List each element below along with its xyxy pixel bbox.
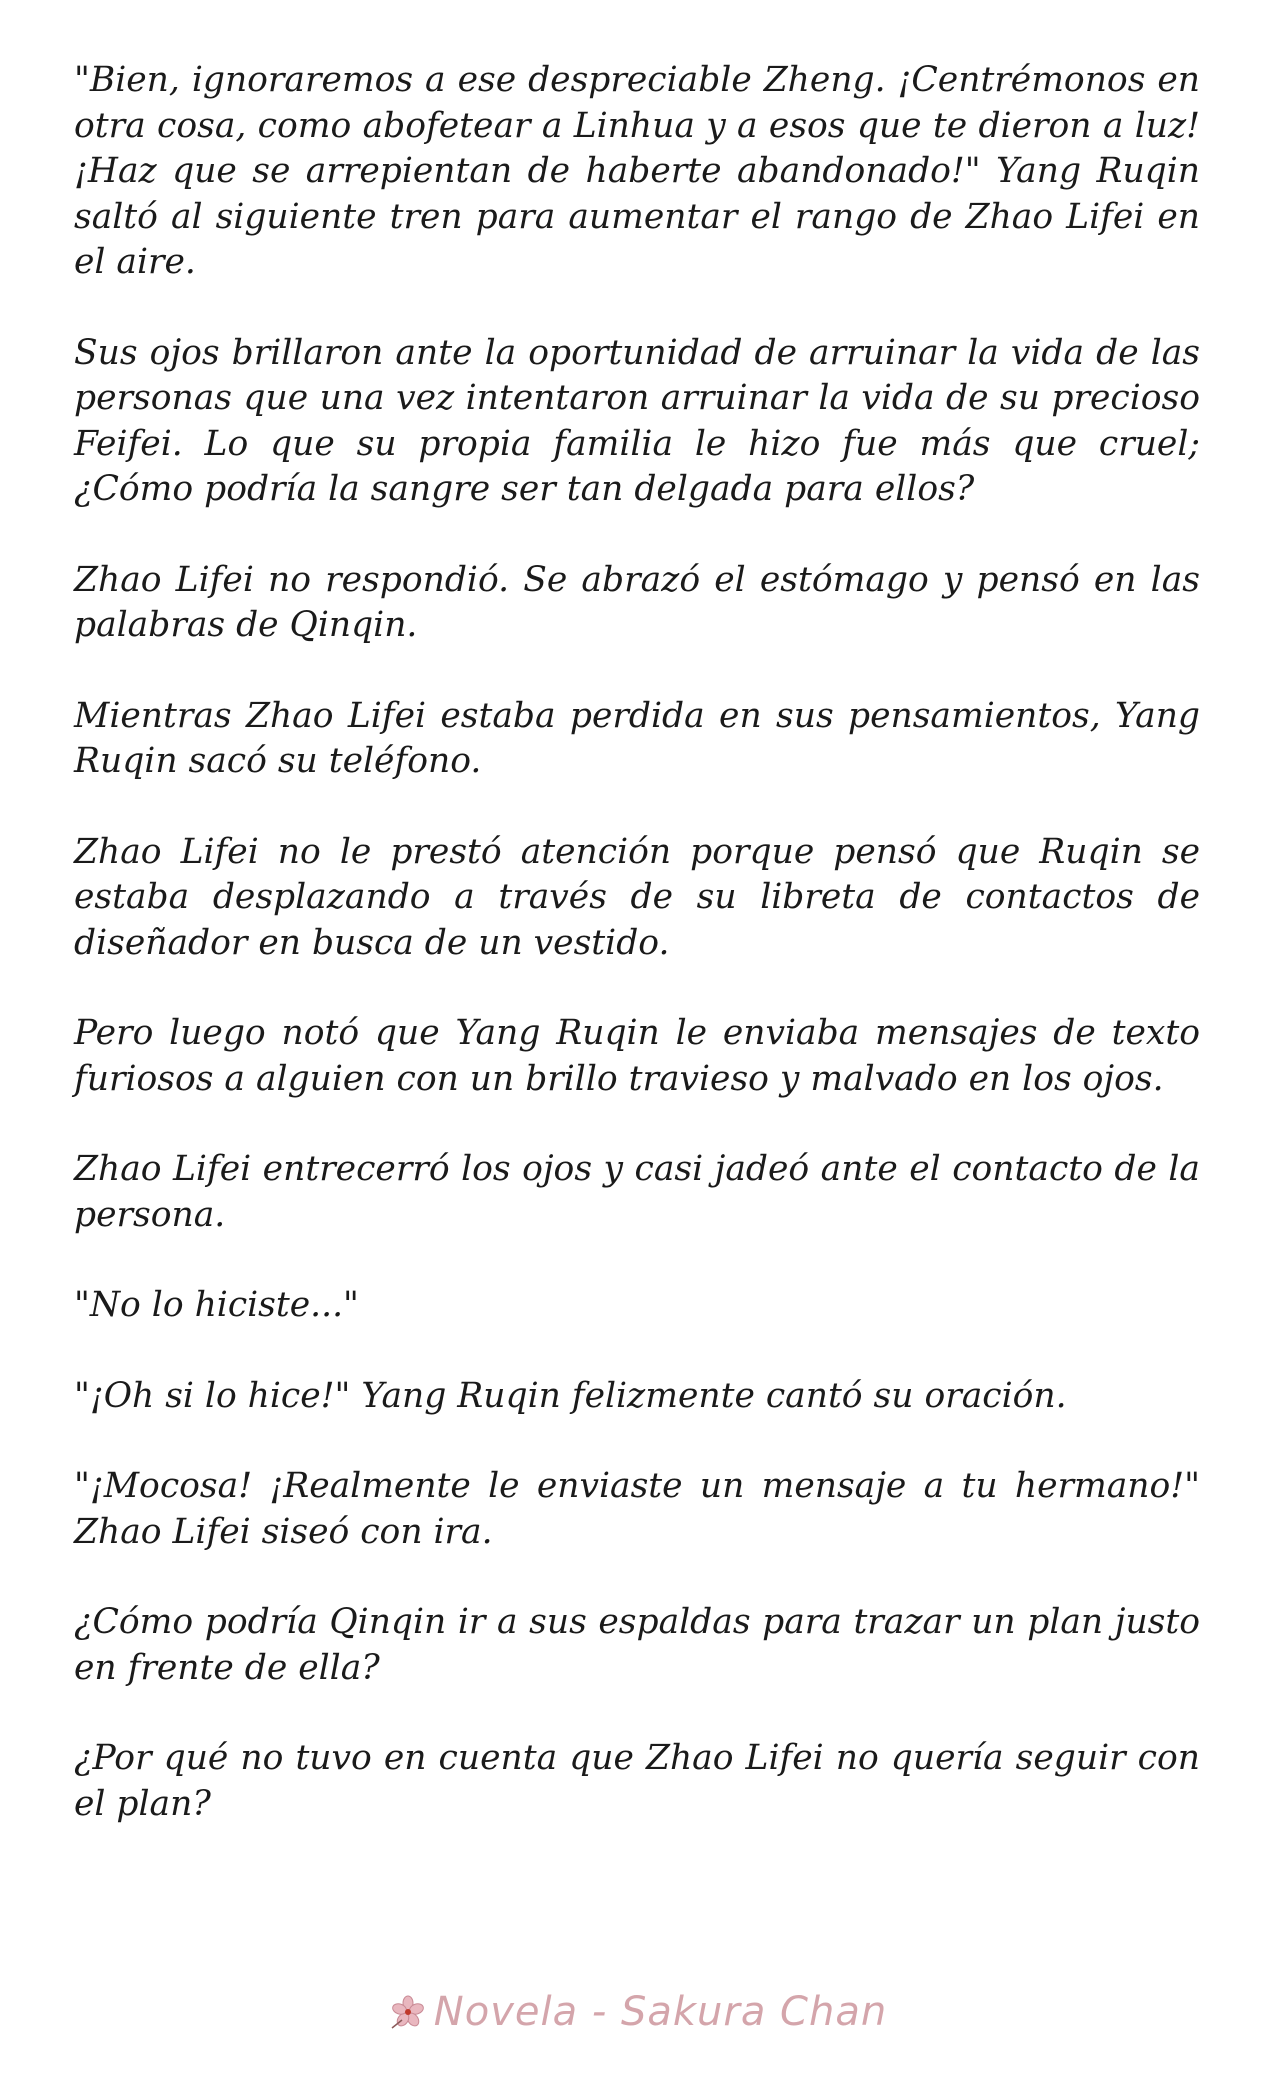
paragraph: Zhao Lifei entrecerró los ojos y casi jadeó ante el contacto de la persona. — [74, 1149, 1200, 1235]
paragraph: Pero luego notó que Yang Ruqin le enviaba mensajes de texto furiosos a alguien con un brillo travieso y malvado en los ojos. — [74, 1013, 1200, 1099]
paragraph: "¡Mocosa! ¡Realmente le enviaste un mensaje a tu hermano!" Zhao Lifei siseó con ira. — [74, 1466, 1200, 1552]
paragraph: Mientras Zhao Lifei estaba perdida en sus pensamientos, Yang Ruqin sacó su teléfono. — [74, 695, 1200, 781]
paragraph: Sus ojos brillaron ante la oportunidad de arruinar la vida de las personas que una vez intentaron arruinar la vida de su precioso Feifei. Lo que su propia familia le hizo fue más que cruel; ¿Cómo podría la sangre ser tan delgada para ellos? — [74, 332, 1200, 509]
paragraph: Zhao Lifei no le prestó atención porque pensó que Ruqin se estaba desplazando a través de su libreta de contactos de diseñador en busca de un vestido. — [74, 831, 1200, 963]
paragraph: "No lo hiciste..." — [74, 1285, 359, 1325]
chapter-text — [74, 58, 1200, 1872]
paragraph: ¿Por qué no tuvo en cuenta que Zhao Lifei no quería seguir con el plan? — [74, 1738, 1200, 1824]
paragraph: Zhao Lifei no respondió. Se abrazó el estómago y pensó en las palabras de Qinqin. — [74, 559, 1200, 645]
watermark-text: Novela - Sakura Chan — [433, 1989, 888, 2035]
sakura-flower-icon — [388, 1992, 428, 2032]
watermark — [0, 1982, 1275, 2042]
paragraph: "Bien, ignoraremos a ese despreciable Zheng. ¡Centrémonos en otra cosa, como abofetear a Linhua y a esos que te dieron a luz! ¡Haz que se arrepientan de haberte abandonado!" Yang Ruqin saltó al siguiente tren para aumentar el rango de Zhao Lifei en el aire. — [74, 60, 1200, 282]
paragraph: ¿Cómo podría Qinqin ir a sus espaldas para trazar un plan justo en frente de ella? — [74, 1602, 1200, 1688]
paragraph: "¡Oh si lo hice!" Yang Ruqin felizmente cantó su oración. — [74, 1375, 1067, 1416]
